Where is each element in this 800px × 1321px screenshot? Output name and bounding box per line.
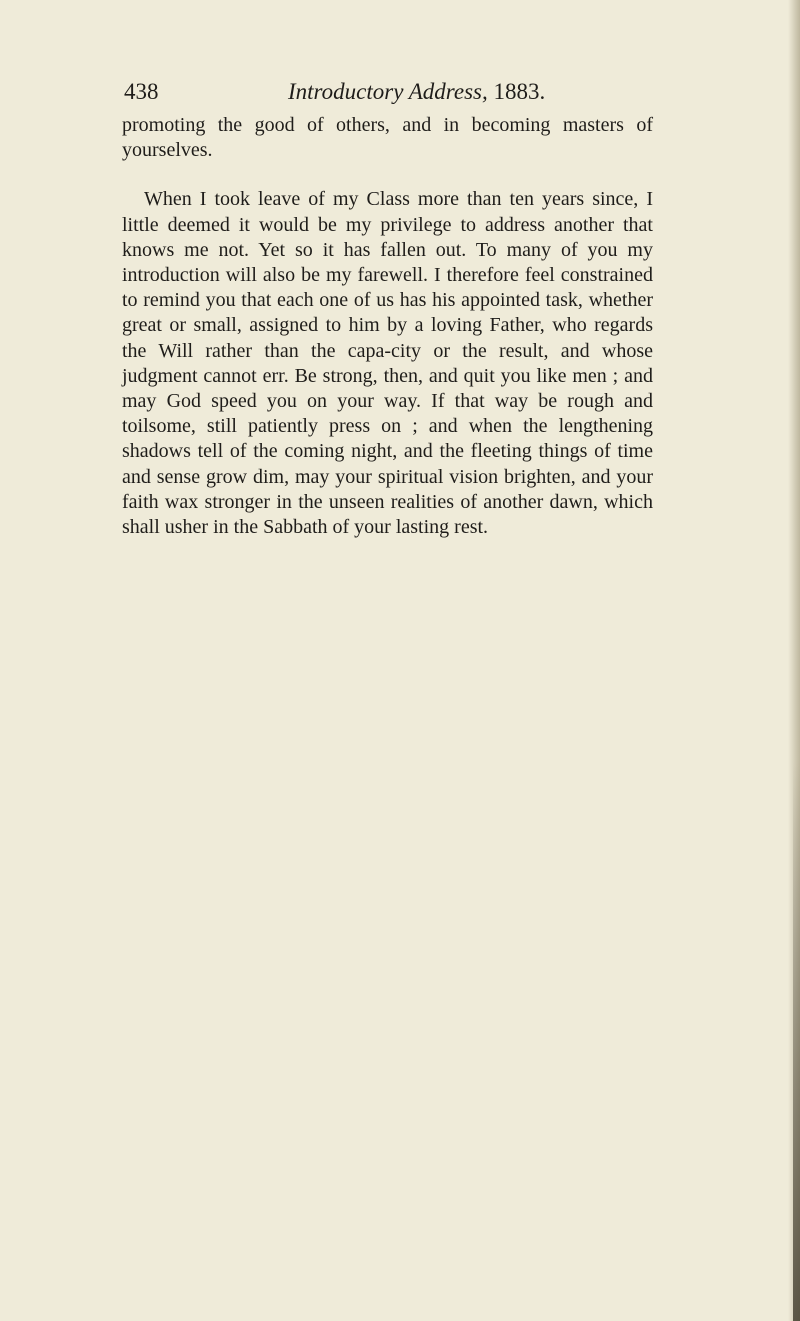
running-title [288,74,545,110]
page-binding-shadow [793,761,800,1321]
running-title-year: 1883. [493,79,546,104]
running-title-text: Introductory Address, [288,79,488,104]
paragraph-continued: promoting the good of others, and in becoming masters of yourselves. [122,114,653,162]
body-text [122,113,653,540]
running-head [124,74,640,110]
paragraph-farewell: When I took leave of my Class more than ten years since, I little deemed it would be my privilege to address another that knows me not. Yet so it has fallen out. To many of you my introduction will also be my farewell. I therefore feel constrained to remind you that each one of us has his appointed task, whether great or small, assigned to him by a loving Father, who regards the Will rather than the capa-city or the result, and whose judgment cannot err. Be strong, then, and quit you like men ; and may God speed you on your way. If that way be rough and toilsome, still patiently press on ; and when the lengthening shadows tell of the coming night, and the fleeting things of time and sense grow dim, may your spiritual vision brighten, and your faith wax stronger in the unseen realities of another dawn, which shall usher in the Sabbath of your lasting rest. [122,188,653,539]
page-number: 438 [124,79,159,104]
